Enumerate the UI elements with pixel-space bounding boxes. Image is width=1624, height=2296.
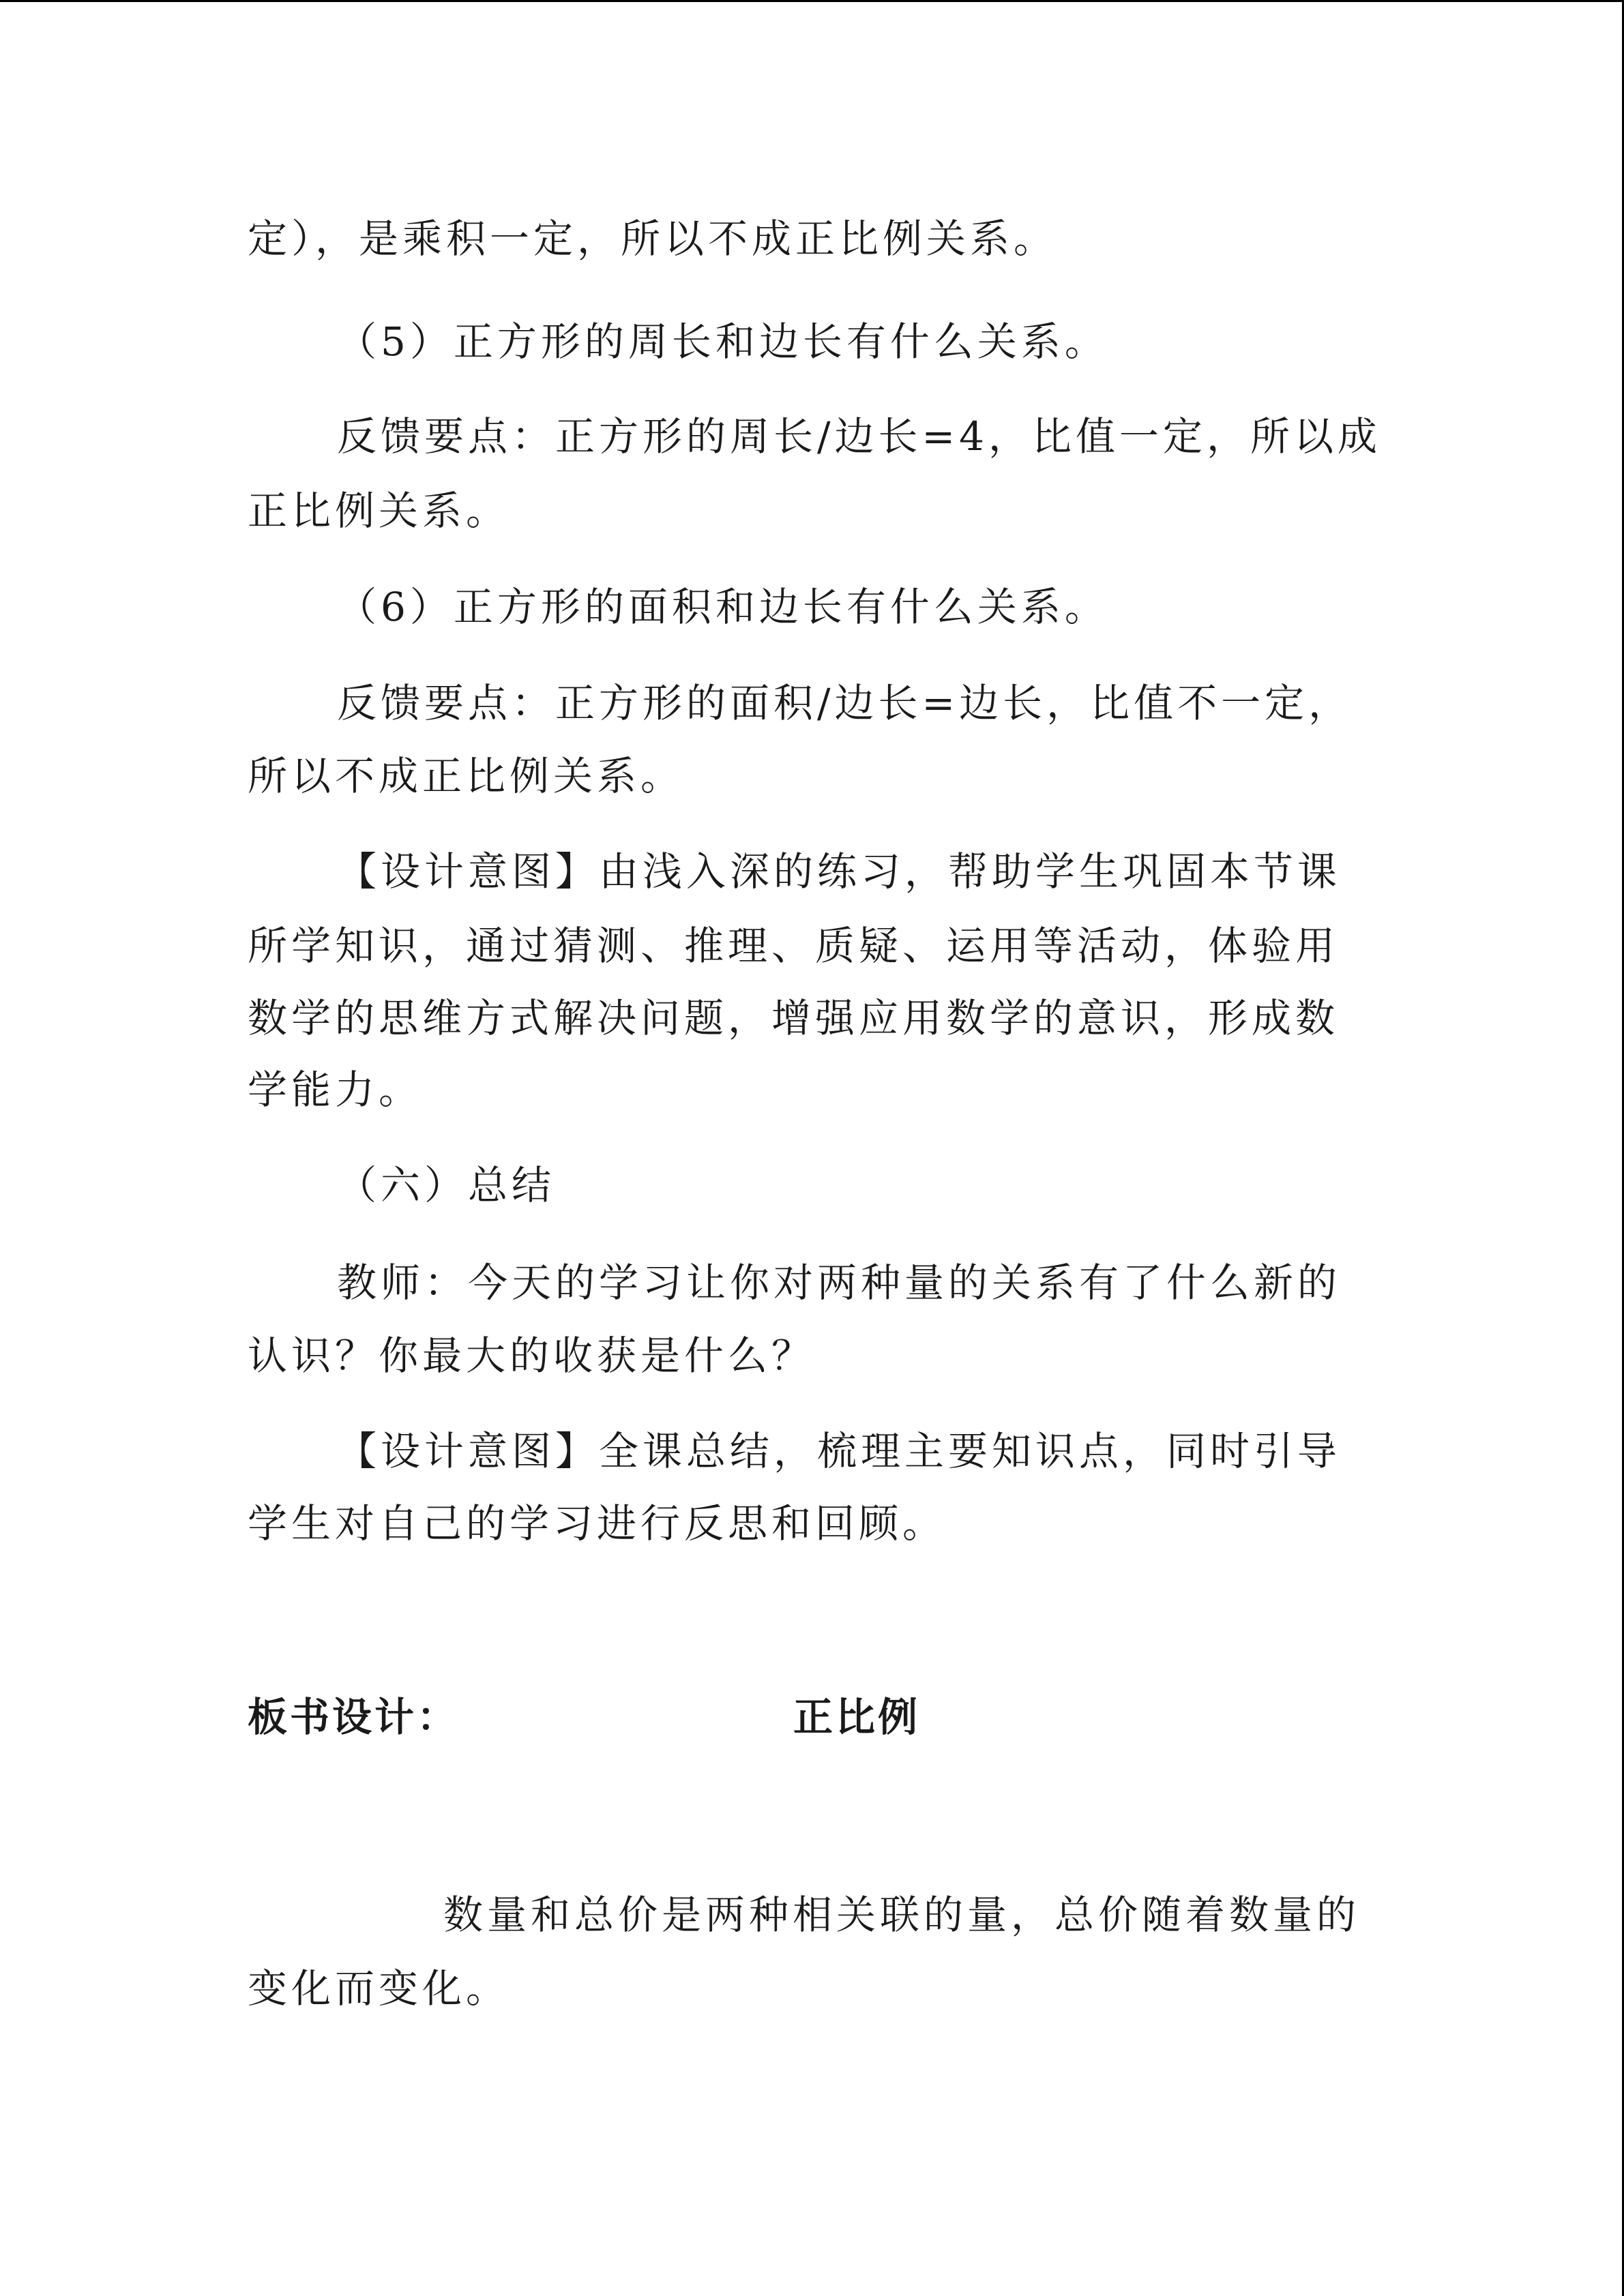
text-line: 学生对自己的学习进行反思和回顾。 xyxy=(248,1500,947,1547)
text-line: （5）正方形的周长和边长有什么关系。 xyxy=(337,318,1108,365)
text-line: 所以不成正比例关系。 xyxy=(248,753,685,799)
text-line: 认识？你最大的收获是什么？ xyxy=(248,1332,816,1379)
text-line: （6）正方形的面积和边长有什么关系。 xyxy=(337,584,1108,630)
text-line: 定），是乘积一定，所以不成正比例关系。 xyxy=(248,215,1058,262)
text-line: 反馈要点：正方形的周长/边长=4，比值一定，所以成 xyxy=(337,413,1382,460)
section-heading: （六）总结 xyxy=(337,1162,556,1208)
text-line: 所学知识，通过猜测、推理、质疑、运用等活动，体验用 xyxy=(248,923,1340,969)
board-design-label: 板书设计： xyxy=(248,1694,460,1740)
text-line: 【设计意图】由浅入深的练习，帮助学生巩固本节课 xyxy=(337,848,1342,895)
text-line: 【设计意图】全课总结，梳理主要知识点，同时引导 xyxy=(337,1428,1342,1474)
text-line: 正比例关系。 xyxy=(248,488,510,534)
text-line: 反馈要点：正方形的面积/边长=边长，比值不一定， xyxy=(337,680,1353,726)
text-line: 变化而变化。 xyxy=(248,1965,510,2012)
board-design-title: 正比例 xyxy=(793,1694,921,1740)
text-line: 数学的思维方式解决问题，增强应用数学的意识，形成数 xyxy=(248,995,1340,1041)
text-line: 教师：今天的学习让你对两种量的关系有了什么新的 xyxy=(337,1259,1342,1306)
text-line: 数量和总价是两种相关联的量，总价随着数量的 xyxy=(443,1892,1361,1938)
text-line: 学能力。 xyxy=(248,1067,423,1113)
